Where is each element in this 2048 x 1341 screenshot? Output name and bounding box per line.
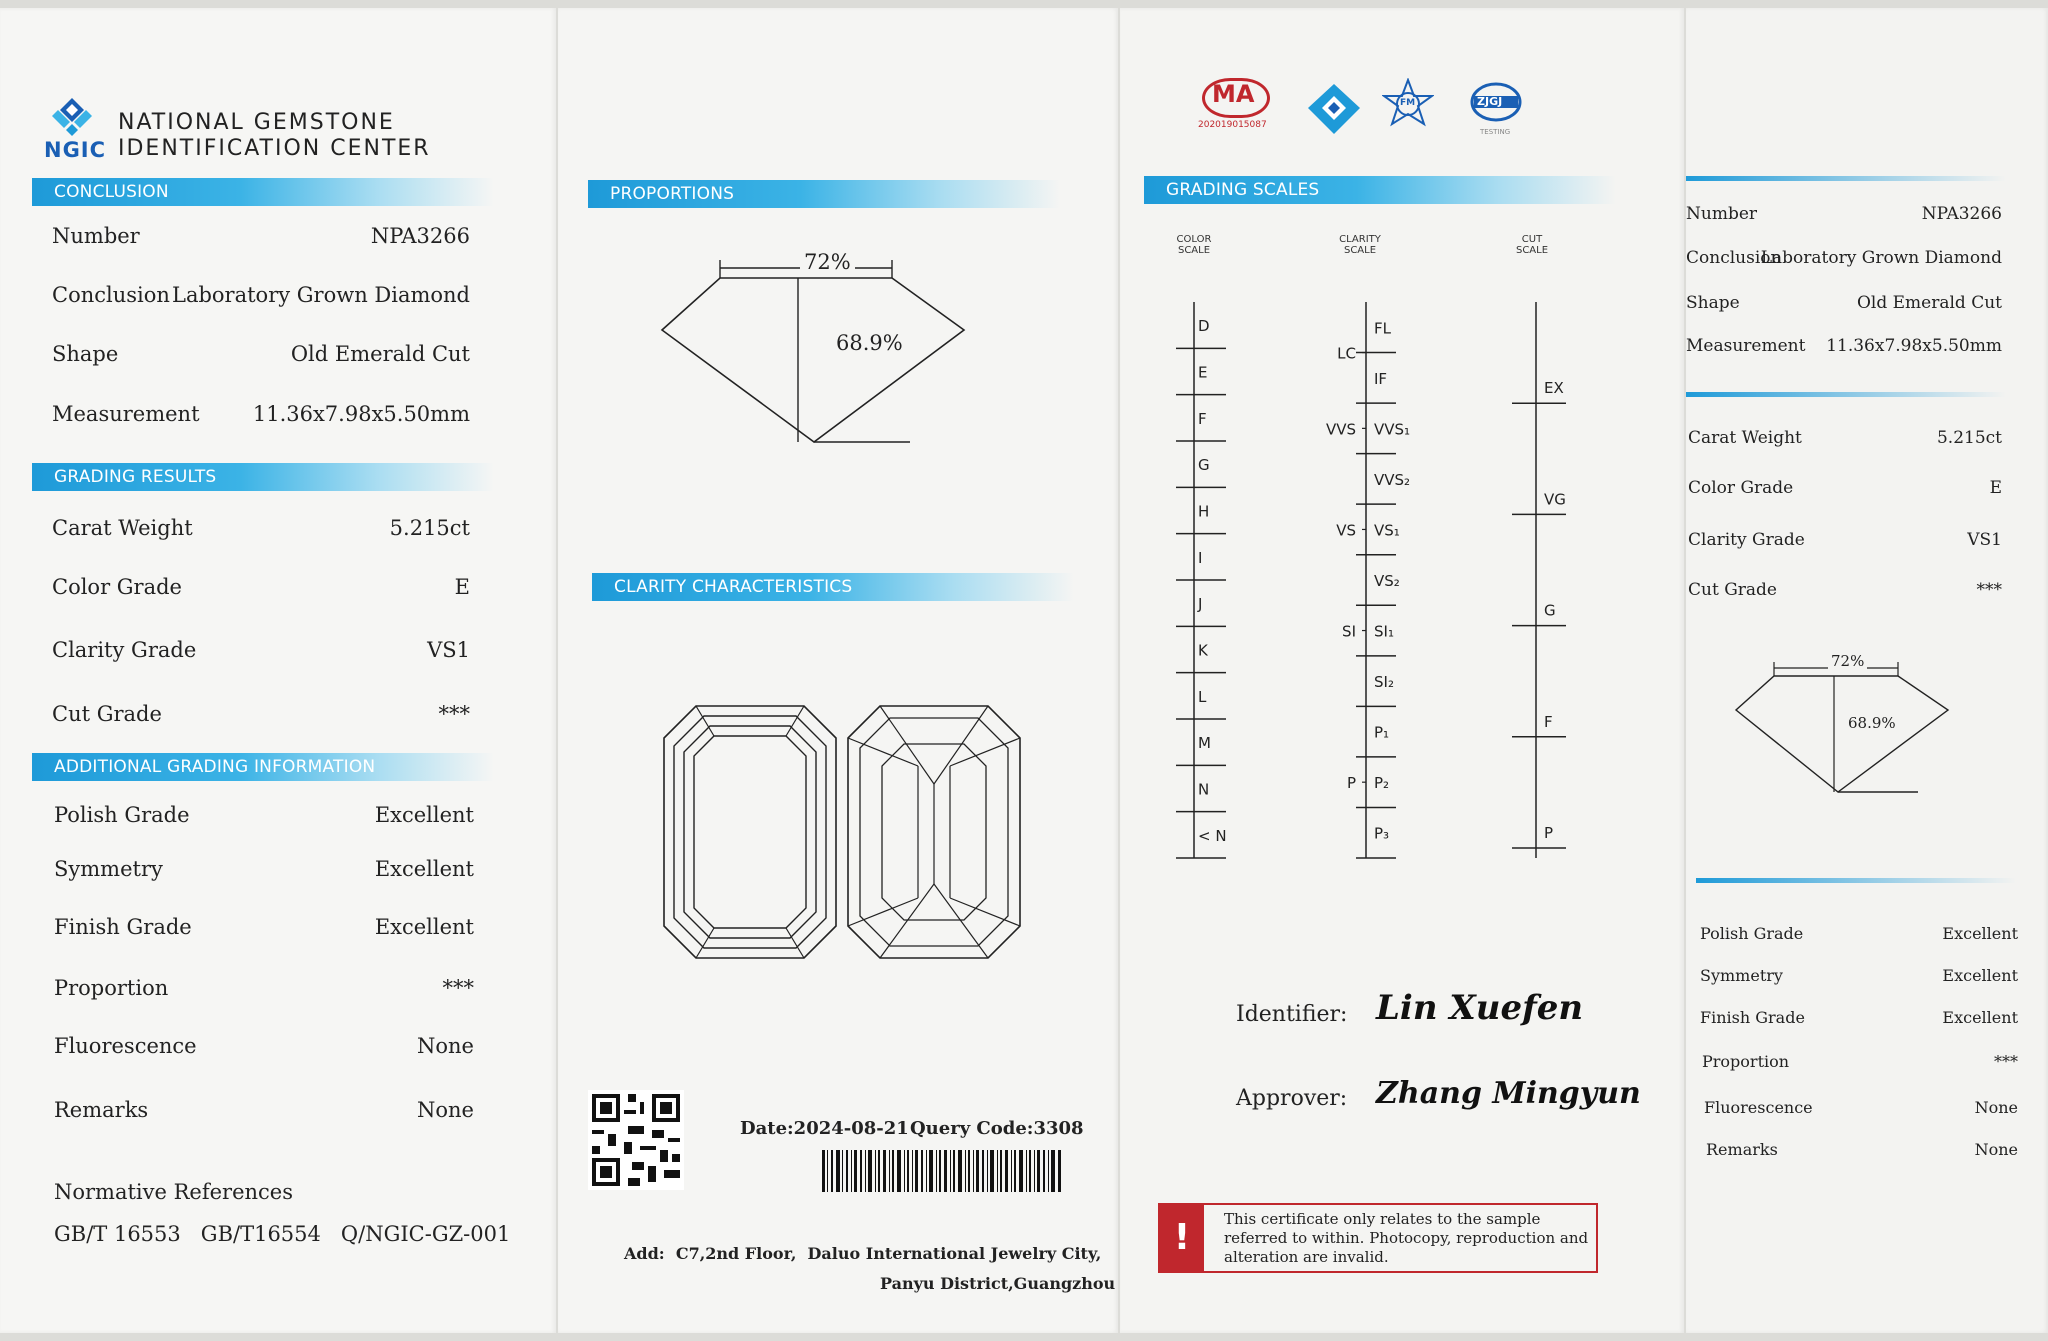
depth-percent: 68.9% [836, 331, 903, 355]
clarity-value: VS1 [427, 638, 470, 662]
qr-code-icon [588, 1090, 684, 1190]
clarity-grade-7: SI₂ [1374, 673, 1394, 692]
summary-color-label: Color Grade [1688, 478, 1794, 498]
color-grade-7: K [1198, 641, 1208, 660]
diamond-logo-icon [1306, 82, 1362, 136]
color-grade-5: I [1198, 548, 1203, 567]
clarity-grade-9: P₂ [1374, 774, 1390, 793]
summary-carat-value: 5.215ct [1936, 428, 2002, 448]
shape-label: Shape [52, 342, 119, 366]
summary-number-value: NPA3266 [1921, 204, 2002, 224]
cut-label: Cut Grade [52, 702, 162, 726]
summary-polish-value: Excellent [1942, 924, 2018, 943]
proportion-value: *** [442, 976, 474, 1000]
clarity-grade-3: VVS₂ [1374, 470, 1411, 489]
clarity-group-1: VVS [1325, 420, 1356, 439]
color-grade-1: E [1198, 363, 1208, 382]
summary-cut-value: *** [1976, 580, 2002, 600]
clarity-grade-1: IF [1374, 369, 1388, 388]
report-date: Date:2024-08-21 [740, 1118, 909, 1139]
color-grade-9: M [1198, 734, 1211, 753]
clarity-group-2: VS [1336, 521, 1356, 540]
barcode-icon [822, 1150, 1062, 1192]
color-grade-8: L [1198, 687, 1207, 706]
summary-proportion-diagram [1732, 648, 1962, 798]
symmetry-value: Excellent [374, 857, 474, 881]
summary-conclusion-label: Conclusion [1686, 248, 1782, 268]
summary-symmetry-value: Excellent [1942, 966, 2018, 985]
cut-value: *** [438, 702, 470, 726]
summary-measurement-value: 11.36x7.98x5.50mm [1826, 336, 2002, 356]
summary-number-label: Number [1686, 204, 1758, 224]
summary-color-value: E [1989, 478, 2002, 498]
symmetry-label: Symmetry [54, 857, 163, 881]
panel-summary-card [1686, 8, 2048, 1333]
grading-scales-header: GRADING SCALES [1144, 176, 1616, 204]
color-grade-4: H [1198, 502, 1210, 521]
address-line1: Add: C7,2nd Floor, Daluo International Jewelry City, [624, 1244, 1102, 1263]
clarity-group-4: P [1346, 774, 1356, 793]
remarks-label: Remarks [54, 1098, 149, 1122]
identifier-label: Identifier: [1236, 1002, 1348, 1027]
approver-label: Approver: [1236, 1086, 1348, 1111]
clarity-scale-title-line1: CLARITY [1339, 234, 1381, 245]
normative-label: Normative References [54, 1180, 294, 1204]
color-scale-title [1164, 234, 1224, 256]
summary-fluorescence-label: Fluorescence [1704, 1098, 1813, 1117]
org-name-line2: IDENTIFICATION CENTER [118, 136, 431, 161]
divider-bottom [1696, 878, 2016, 883]
finish-label: Finish Grade [54, 915, 192, 939]
warning-icon: ! [1160, 1205, 1204, 1271]
summary-measurement-label: Measurement [1686, 336, 1806, 356]
summary-fluorescence-value: None [1974, 1098, 2018, 1117]
number-label: Number [52, 224, 140, 248]
summary-polish-label: Polish Grade [1700, 924, 1804, 943]
carat-value: 5.215ct [389, 516, 470, 540]
summary-symmetry-label: Symmetry [1700, 966, 1783, 985]
fluorescence-value: None [417, 1034, 474, 1058]
carat-label: Carat Weight [52, 516, 193, 540]
measurement-value: 11.36x7.98x5.50mm [252, 402, 470, 426]
cut-grade-0: EX [1544, 379, 1564, 398]
remarks-value: None [417, 1098, 474, 1122]
proportions-header: PROPORTIONS [588, 180, 1060, 208]
summary-clarity-value: VS1 [1967, 530, 2002, 550]
conclusion-value: Laboratory Grown Diamond [172, 283, 470, 307]
summary-conclusion-value: Laboratory Grown Diamond [1760, 248, 2002, 268]
color-grade-10: N [1198, 780, 1210, 799]
normative-refs: GB/T 16553 GB/T16554 Q/NGIC-GZ-001 [54, 1222, 511, 1246]
query-code: Query Code:3308 [910, 1118, 1084, 1139]
summary-shape-label: Shape [1686, 293, 1740, 313]
panel-diagrams [558, 8, 1118, 1333]
color-grade-3: G [1198, 456, 1210, 475]
zjgj-logo [1468, 82, 1528, 142]
color-grade-6: J [1198, 595, 1203, 614]
testing-text: TESTING [1480, 128, 1511, 136]
summary-table-percent: 72% [1828, 652, 1867, 670]
clarity-grade-4: VS₁ [1374, 521, 1400, 540]
clarity-grade-10: P₃ [1374, 824, 1390, 843]
cma-logo [1198, 76, 1278, 136]
finish-value: Excellent [374, 915, 474, 939]
clarity-group-3: SI [1342, 622, 1356, 641]
summary-clarity-label: Clarity Grade [1688, 530, 1805, 550]
cut-grade-3: F [1544, 712, 1553, 731]
panel-main-report [0, 8, 556, 1333]
cut-scale-title [1502, 234, 1562, 256]
summary-proportion-value: *** [1994, 1052, 2018, 1071]
clarity-grade-2: VVS₁ [1374, 420, 1411, 439]
polish-value: Excellent [374, 803, 474, 827]
summary-cut-label: Cut Grade [1688, 580, 1777, 600]
summary-depth-percent: 68.9% [1848, 714, 1896, 732]
clarity-scale-title [1330, 234, 1390, 256]
divider-middle [1686, 392, 2006, 397]
conclusion-header: CONCLUSION [32, 178, 494, 206]
polish-label: Polish Grade [54, 803, 190, 827]
summary-proportion-label: Proportion [1702, 1052, 1790, 1071]
clarity-label: Clarity Grade [52, 638, 197, 662]
summary-remarks-value: None [1974, 1140, 2018, 1159]
clarity-group-0: LC [1337, 344, 1356, 363]
number-value: NPA3266 [370, 224, 470, 248]
cut-grade-1: VG [1544, 490, 1566, 509]
cut-scale-title-line1: CUT [1521, 234, 1543, 245]
certificate-notice [1158, 1203, 1598, 1273]
fluorescence-label: Fluorescence [54, 1034, 197, 1058]
clarity-characteristics-header: CLARITY CHARACTERISTICS [592, 573, 1074, 601]
notice-text: This certificate only relates to the sample referred to within. Photocopy, reproduction and alteration are invalid. [1224, 1210, 1589, 1266]
identifier-signature: Lin Xuefen [1376, 988, 1584, 1028]
summary-remarks-label: Remarks [1706, 1140, 1778, 1159]
clarity-plot-pavilion-view [846, 704, 1022, 960]
clarity-grade-0: FL [1374, 319, 1391, 338]
org-abbr: NGIC [44, 138, 107, 162]
address-line2: Panyu District,Guangzhou [880, 1274, 1116, 1293]
color-label: Color Grade [52, 575, 182, 599]
color-scale-title-line1: COLOR [1176, 234, 1212, 245]
summary-finish-label: Finish Grade [1700, 1008, 1805, 1027]
cma-text: MA [1212, 80, 1255, 108]
shape-value: Old Emerald Cut [290, 342, 470, 366]
grading-scales-chart [1120, 288, 1684, 888]
color-grade-2: F [1198, 409, 1207, 428]
cma-code: 202019015087 [1198, 120, 1267, 130]
summary-shape-value: Old Emerald Cut [1856, 293, 2002, 313]
color-grade-0: D [1198, 317, 1210, 336]
fm-text: FM [1400, 98, 1416, 108]
clarity-grade-8: P₁ [1374, 723, 1390, 742]
fm-logo [1382, 78, 1434, 130]
color-grade-11: < N [1198, 826, 1227, 845]
cut-scale-title-line2: SCALE [1515, 245, 1549, 256]
clarity-scale-title-line2: SCALE [1343, 245, 1377, 256]
measurement-label: Measurement [52, 402, 200, 426]
color-scale-title-line2: SCALE [1177, 245, 1211, 256]
cut-grade-4: P [1544, 824, 1554, 842]
summary-finish-value: Excellent [1942, 1008, 2018, 1027]
proportion-label: Proportion [54, 976, 169, 1000]
table-percent: 72% [800, 250, 855, 274]
conclusion-label: Conclusion [52, 283, 170, 307]
color-value: E [454, 575, 470, 599]
additional-header: ADDITIONAL GRADING INFORMATION [32, 753, 494, 781]
approver-signature: Zhang Mingyun [1376, 1076, 1641, 1111]
clarity-grade-6: SI₁ [1374, 622, 1394, 641]
grading-results-header: GRADING RESULTS [32, 463, 494, 491]
zjgj-text: ZJGJ [1477, 95, 1503, 108]
divider-top [1686, 176, 2006, 181]
summary-carat-label: Carat Weight [1688, 428, 1802, 448]
clarity-grade-5: VS₂ [1374, 572, 1400, 590]
ngic-logo-icon [48, 96, 96, 136]
clarity-plot-crown-view [662, 704, 838, 960]
org-name-line1: NATIONAL GEMSTONE [118, 110, 395, 135]
panel-scales [1120, 8, 1684, 1333]
cut-grade-2: G [1544, 601, 1556, 620]
